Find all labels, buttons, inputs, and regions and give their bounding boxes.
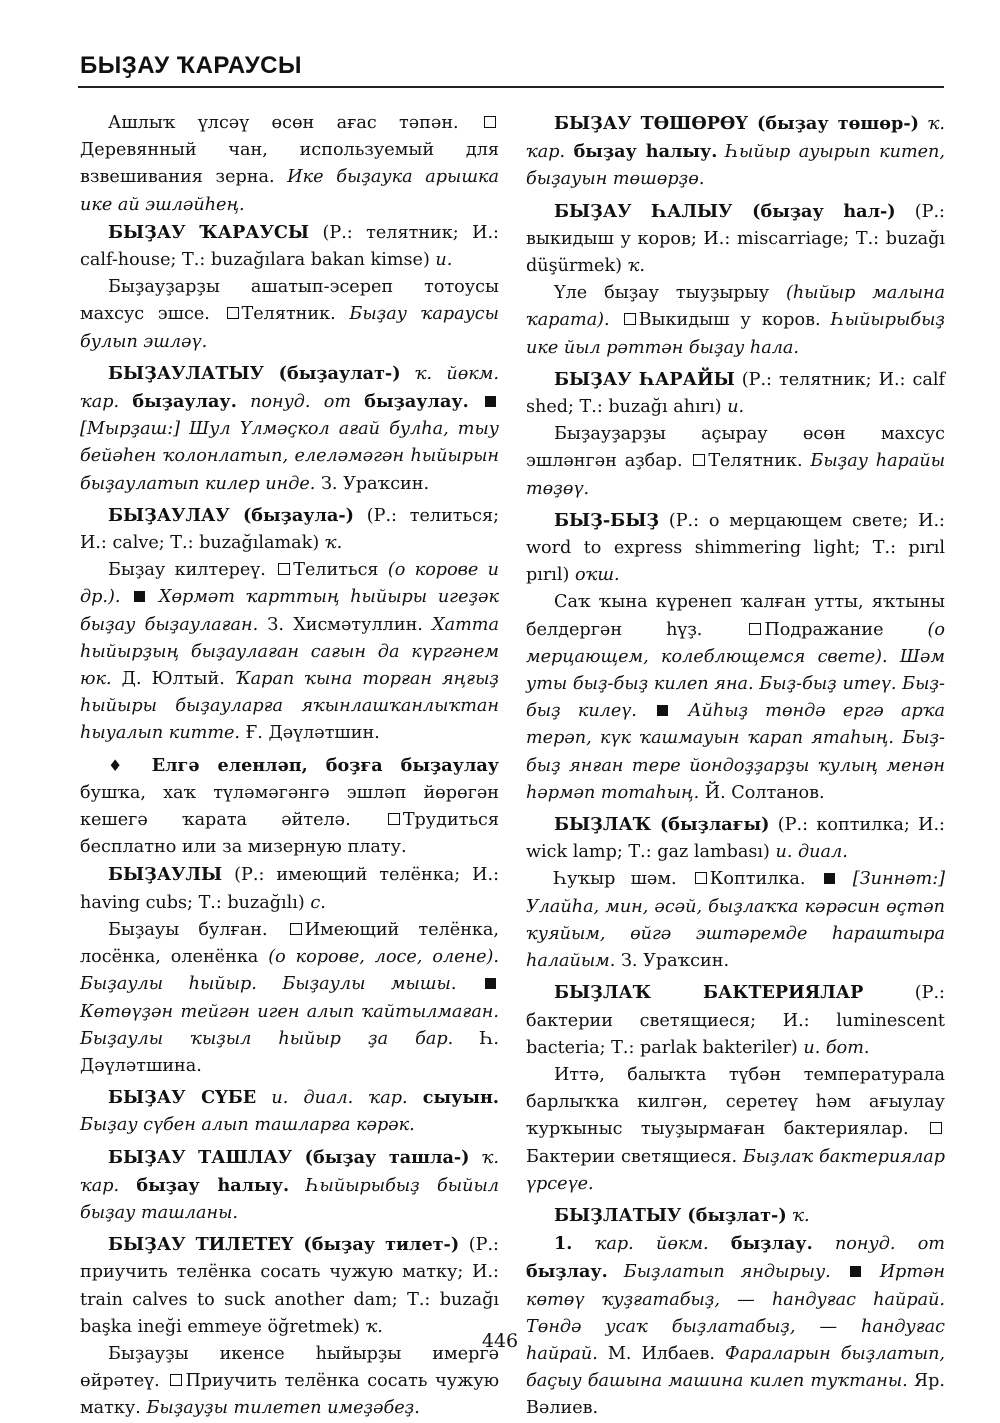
entry-text: Быҙауҙы икенсе һыйырҙы имергә өйрәтеү. Приучить телёнка сосать чужую матку. Быҙауҙы тилетеп имеҙәбеҙ. <box>80 1343 500 1419</box>
right-column <box>526 110 945 1423</box>
entry-headword: БЫҘАУ ҺАРАЙЫ (Р.: телятник; И.: calf shed; Т.: buzağı ahırı) и. <box>526 368 945 418</box>
translation-marker-icon <box>695 872 707 884</box>
entry-headword: БЫҘАУЛАТЫУ (быҙаулат-) ҡ. йөкм. ҡар. быҙаулау. понуд. от быҙаулау. [Мырҙаш:] Шул Үлмәҫкол ағай булһа, тыу бейәһен ҡолонлатып, елеләмәгән һыйырын быҙаулатып килер инде. З. Ураҡсин. <box>80 362 499 494</box>
example-marker-icon <box>824 873 835 884</box>
translation-marker-icon <box>227 307 239 319</box>
entry-headword: БЫҘЛАҠ БАКТЕРИЯЛАР (Р.: бактерии светящиеся; И.: luminescent bacteria; Т.: parlak bakteriler) и. бот. <box>526 982 945 1058</box>
entry-text: Ашлыҡ үлсәү өсөн ағас тәпән. Деревянный чан, используемый для взвешивания зерна. Ике быҙаука арышка ике ай эшләйһең. <box>80 113 500 215</box>
entry-text: Быҙауҙарҙы ашатып-эсереп тотоусы махсус эшсе. Телятник. Быҙау ҡараусы булып эшләү. <box>80 277 499 352</box>
translation-marker-icon <box>930 1122 942 1134</box>
header-rule <box>78 86 944 88</box>
entry-text: Һуҡыр шәм. Коптилка. [Зиннәт:] Улайһа, мин, әсәй, быҙлаҡҡа кәрәсин өҫтәп ҡуяйым, өйгә эштәремде һараштыра һалайым. З. Ураҡсин. <box>526 869 946 972</box>
entry-headword: БЫҘАУ СҮБЕ и. диал. ҡар. сыуын. Быҙау сүбен алып ташларға кәрәк. <box>80 1087 499 1136</box>
entry-text: 1. ҡар. йөкм. быҙлау. понуд. от быҙлау. Быҙлатып яндырыу. Иртән көтөү ҡуҙғатабыҙ, — һандуғас һайрай. Төндә усаҡ быҙлатабыҙ, — һандуғас һайрай. М. Илбаев. Фараларын быҙлатып, баҫыу башына машина килеп туҡтаны. Яр. Вәлиев. <box>526 1233 945 1419</box>
entry-headword: БЫҘ-БЫҘ (Р.: о мерцающем свете; И.: word to express shimmering light; Т.: pırıl pırıl) оҡш. <box>526 509 945 586</box>
running-header: БЫҘАУ ҠАРАУСЫ <box>80 52 302 79</box>
translation-marker-icon <box>290 923 302 935</box>
entry-headword: БЫҘАУЛАУ (быҙаула-) (Р.: телиться; И.: calve; Т.: buzağılamak) ҡ. <box>80 504 499 554</box>
translation-marker-icon <box>388 813 400 825</box>
example-marker-icon <box>850 1266 861 1277</box>
entry-text: Быҙау килтереү. Телиться (о корове и др.). Хөрмәт ҡарттың һыйыры игеҙәк быҙау быҙаулаған. З. Хисмәтуллин. Хатта һыйырҙың быҙаулаған сағын да күргәнем юк. Д. Юлтый. Ҡарап ҡына торған яңғыҙ һыйыры быҙауларға яҡынлашҡанлыҡтан һыуалып китте. Ғ. Дәүләтшин. <box>80 560 500 744</box>
example-marker-icon <box>657 705 668 716</box>
left-column <box>80 110 499 1423</box>
entry-headword: БЫҘАУ ТӨШӨРӨҮ (быҙау төшөр-) ҡ. ҡар. быҙау һалыу. Һыйыр ауырып китеп, быҙауын төшөрҙө. <box>526 113 945 190</box>
entry-headword: БЫҘЛАҠ (быҙлағы) (Р.: коптилка; И.: wick lamp; Т.: gaz lambası) и. диал. <box>526 814 945 863</box>
entry-headword: БЫҘАУ ТАШЛАУ (быҙау ташла-) ҡ. ҡар. быҙау һалыу. Һыйырыбыҙ быйыл быҙау ташланы. <box>80 1146 499 1223</box>
entry-headword: БЫҘАУ ҺАЛЫУ (быҙау һал-) (Р.: выкидыш у коров; И.: miscarriage; Т.: buzağı düşürmek) ҡ. <box>526 200 945 277</box>
idiom-diamond-icon: ♦ <box>108 755 135 775</box>
translation-marker-icon <box>624 313 636 325</box>
translation-marker-icon <box>693 454 705 466</box>
translation-marker-icon <box>749 623 761 635</box>
entry-headword: БЫҘЛАТЫУ (быҙлат-) ҡ. <box>554 1204 810 1226</box>
translation-marker-icon <box>484 116 496 128</box>
translation-marker-icon <box>170 1374 182 1386</box>
entry-text: Быҙауҙарҙы аҫырау өсөн махсус эшләнгән аҙбар. Телятник. Быҙау һарайы төҙөү. <box>526 424 946 499</box>
idiom-entry: ♦ Елгә еленләп, боҙға быҙаулау бушҡа, хаҡ түләмәгәнгә эшләп йөрөгән кешегә ҡарата әйтелә. Трудиться бесплатно или за мизерную плату. <box>80 754 500 858</box>
example-marker-icon <box>485 978 496 989</box>
example-marker-icon <box>485 396 496 407</box>
entry-headword: БЫҘАУ ҠАРАУСЫ (Р.: телятник; И.: calf-house; Т.: buzağılara bakan kimse) и. <box>80 221 499 271</box>
entry-headword: БЫҘАУ ТИЛЕТЕҮ (быҙау тилет-) (Р.: приучить телёнка сосать чужую матку; И.: train calves to suck another dam; Т.: buzağı başka ineği emmeye öğretmek) ҡ. <box>80 1234 499 1337</box>
entry-text: Үле быҙау тыуҙырыу (һыйыр малына ҡарата). Выкидыш у коров. Һыйырыбыҙ ике йыл рәттән быҙау һала. <box>526 283 946 358</box>
page-number: 446 <box>481 1330 519 1352</box>
translation-marker-icon <box>278 563 290 575</box>
entry-headword: БЫҘАУЛЫ (Р.: имеющий телёнка; И.: having cubs; Т.: buzağılı) с. <box>80 864 499 913</box>
entry-text: Саҡ ҡына күренеп ҡалған утты, яҡтыны белдергән һүҙ. Подражание (о мерцающем, колеблющемся свете). Шәм уты быҙ-быҙ килеп яна. Быҙ-быҙ итеү. Быҙ-быҙ килеү. Айһыҙ төндә ергә арҡа терәп, күк ҡашмауын ҡарап ятаһың. Быҙ-быҙ янған тере йондоҙҙарҙы ҡулың менән һәрмәп тотаһың. Й. Солтанов. <box>526 592 945 803</box>
entry-text: Быҙауы булған. Имеющий телёнка, лосёнка, оленёнка (о корове, лосе, олене). Быҙаулы һыйыр. Быҙаулы мышы. Көтөүҙән тейгән иген алып ҡайтылмаған. Быҙаулы ҡыҙыл һыйыр ҙа бар. Һ. Дәүләтшина. <box>80 919 499 1076</box>
entry-text: Иттә, балыҡта түбән температурала барлыҡҡа килгән, серетеү һәм ағыулау ҡурҡыныс тыуҙырмаған бактериялар. Бактерии светящиеся. Быҙлаҡ бактериялар үрсеүе. <box>526 1064 945 1194</box>
example-marker-icon <box>134 591 145 602</box>
